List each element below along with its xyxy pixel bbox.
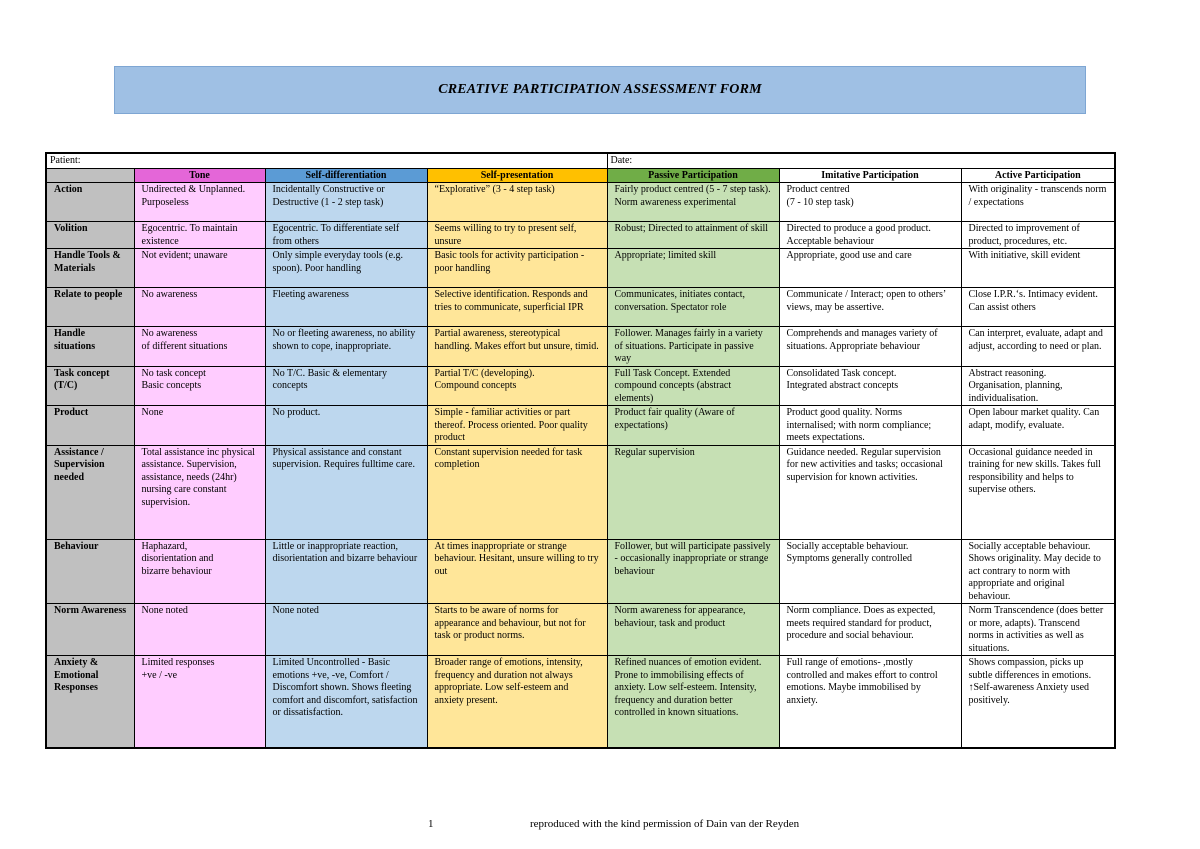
row-label: Handle Tools & Materials — [46, 249, 134, 288]
permission-note: reproduced with the kind permission of Dain van der Reyden — [530, 818, 800, 830]
table-cell: Fleeting awareness — [265, 288, 427, 327]
page-number: 1 — [428, 818, 434, 830]
table-cell: Guidance needed. Regular supervision for new activities and tasks; occasional supervision for known activities. — [779, 445, 961, 539]
table-cell: With initiative, skill evident — [961, 249, 1115, 288]
table-cell: Seems willing to try to present self, unsure — [427, 222, 607, 249]
row-label: Product — [46, 406, 134, 446]
table-cell: Abstract reasoning. Organisation, planning, individualisation. — [961, 366, 1115, 406]
table-cell: Norm Transcendence (does better or more, adapts). Transcend norms in activities as well as situations. — [961, 604, 1115, 656]
table-cell: At times inappropriate or strange behaviour. Hesitant, unsure willing to try out — [427, 539, 607, 604]
patient-date-row — [46, 153, 1115, 168]
table-cell: Total assistance inc physical assistance. Supervision, assistance, needs (24hr) nursing care constant supervision. — [134, 445, 265, 539]
table-cell: Constant supervision needed for task completion — [427, 445, 607, 539]
row-label: Handle situations — [46, 327, 134, 367]
table-row — [46, 656, 1115, 748]
table-row — [46, 327, 1115, 367]
table-cell: Appropriate, good use and care — [779, 249, 961, 288]
table-cell: With originality - transcends norm / expectations — [961, 183, 1115, 222]
header-corner — [46, 168, 134, 183]
table-cell: Communicates, initiates contact, conversation. Spectator role — [607, 288, 779, 327]
table-cell: Product fair quality (Aware of expectations) — [607, 406, 779, 446]
table-cell: Shows compassion, picks up subtle differences in emotions. ↑Self-awareness Anxiety used positively. — [961, 656, 1115, 748]
level-header-row — [46, 168, 1115, 183]
table-cell: Full range of emotions- ,mostly controlled and makes effort to control emotions. Maybe immobilised by anxiety. — [779, 656, 961, 748]
table-cell: Product good quality. Norms internalised; with norm compliance; meets expectations. — [779, 406, 961, 446]
table-row — [46, 222, 1115, 249]
table-cell: Limited Uncontrolled - Basic emotions +ve, -ve, Comfort / Discomfort shown. Shows fleeting comfort and discomfort, satisfaction or dissatisfaction. — [265, 656, 427, 748]
level-header-self-differentiation: Self-differentiation — [265, 168, 427, 183]
table-cell: Partial awareness, stereotypical handling. Makes effort but unsure, timid. — [427, 327, 607, 367]
table-cell: Partial T/C (developing). Compound concepts — [427, 366, 607, 406]
table-cell: Broader range of emotions, intensity, frequency and duration not always appropriate. Low self-esteem and anxiety present. — [427, 656, 607, 748]
table-cell: Norm compliance. Does as expected, meets required standard for product, procedure and social behaviour. — [779, 604, 961, 656]
level-header-self-presentation: Self-presentation — [427, 168, 607, 183]
level-header-passive-participation: Passive Participation — [607, 168, 779, 183]
table-cell: Robust; Directed to attainment of skill — [607, 222, 779, 249]
row-label: Action — [46, 183, 134, 222]
table-cell: Follower. Manages fairly in a variety of situations. Participate in passive way — [607, 327, 779, 367]
table-cell: Egocentric. To maintain existence — [134, 222, 265, 249]
table-cell: Follower, but will participate passively - occasionally inappropriate or strange behaviour — [607, 539, 779, 604]
table-cell: Haphazard, disorientation and bizarre behaviour — [134, 539, 265, 604]
form-title: CREATIVE PARTICIPATION ASSESSMENT FORM — [438, 82, 762, 97]
table-cell: Refined nuances of emotion evident. Prone to immobilising effects of anxiety. Low self-esteem. Intensity, frequency and duration better controlled in known situations. — [607, 656, 779, 748]
table-cell: Full Task Concept. Extended compound concepts (abstract elements) — [607, 366, 779, 406]
table-cell: Appropriate; limited skill — [607, 249, 779, 288]
date-field[interactable] — [607, 153, 1115, 168]
table-cell: “Explorative” (3 - 4 step task) — [427, 183, 607, 222]
row-label: Behaviour — [46, 539, 134, 604]
table-cell: Egocentric. To differentiate self from others — [265, 222, 427, 249]
table-cell: Can interpret, evaluate, adapt and adjust, according to need or plan. — [961, 327, 1115, 367]
table-cell: No T/C. Basic & elementary concepts — [265, 366, 427, 406]
date-label: Date: — [610, 155, 633, 166]
table-cell: Consolidated Task concept. Integrated abstract concepts — [779, 366, 961, 406]
assessment-rows — [46, 183, 1115, 748]
table-cell: Directed to improvement of product, procedures, etc. — [961, 222, 1115, 249]
table-cell: Fairly product centred (5 - 7 step task). Norm awareness experimental — [607, 183, 779, 222]
table-cell: Communicate / Interact; open to others’ views, may be assertive. — [779, 288, 961, 327]
level-header-tone: Tone — [134, 168, 265, 183]
table-cell: Simple - familiar activities or part thereof. Process oriented. Poor quality product — [427, 406, 607, 446]
table-cell: None noted — [265, 604, 427, 656]
table-row — [46, 539, 1115, 604]
form-title-banner — [114, 66, 1086, 114]
table-cell: Selective identification. Responds and tries to communicate, superficial IPR — [427, 288, 607, 327]
table-cell: None noted — [134, 604, 265, 656]
assessment-table — [45, 152, 1116, 749]
table-row — [46, 406, 1115, 446]
table-cell: Undirected & Unplanned. Purposeless — [134, 183, 265, 222]
row-label: Anxiety & Emotional Responses — [46, 656, 134, 748]
table-cell: Close I.P.R.‘s. Intimacy evident. Can assist others — [961, 288, 1115, 327]
table-cell: Only simple everyday tools (e.g. spoon). Poor handling — [265, 249, 427, 288]
table-cell: No awareness of different situations — [134, 327, 265, 367]
table-cell: Occasional guidance needed in training for new skills. Takes full responsibility and helps to supervise others. — [961, 445, 1115, 539]
table-cell: Product centred (7 - 10 step task) — [779, 183, 961, 222]
table-cell: Basic tools for activity participation - poor handling — [427, 249, 607, 288]
table-cell: Norm awareness for appearance, behaviour, task and product — [607, 604, 779, 656]
table-cell: Limited responses +ve / -ve — [134, 656, 265, 748]
table-cell: Directed to produce a good product. Acceptable behaviour — [779, 222, 961, 249]
table-cell: No task concept Basic concepts — [134, 366, 265, 406]
row-label: Volition — [46, 222, 134, 249]
table-cell: No or fleeting awareness, no ability shown to cope, inappropriate. — [265, 327, 427, 367]
table-row — [46, 445, 1115, 539]
table-row — [46, 366, 1115, 406]
row-label: Relate to people — [46, 288, 134, 327]
table-cell: Regular supervision — [607, 445, 779, 539]
patient-label: Patient: — [50, 155, 81, 166]
table-cell: Incidentally Constructive or Destructive (1 - 2 step task) — [265, 183, 427, 222]
table-row — [46, 249, 1115, 288]
table-cell: Open labour market quality. Can adapt, modify, evaluate. — [961, 406, 1115, 446]
row-label: Task concept (T/C) — [46, 366, 134, 406]
table-cell: Comprehends and manages variety of situations. Appropriate behaviour — [779, 327, 961, 367]
table-row — [46, 183, 1115, 222]
table-row — [46, 288, 1115, 327]
table-cell: Little or inappropriate reaction, disorientation and bizarre behaviour — [265, 539, 427, 604]
table-cell: Not evident; unaware — [134, 249, 265, 288]
row-label: Assistance / Supervision needed — [46, 445, 134, 539]
table-cell: Physical assistance and constant supervision. Requires fulltime care. — [265, 445, 427, 539]
table-row — [46, 604, 1115, 656]
patient-field[interactable] — [46, 153, 607, 168]
table-cell: No awareness — [134, 288, 265, 327]
table-cell: Socially acceptable behaviour. Shows originality. May decide to act contrary to norm with appropriate and original behaviour. — [961, 539, 1115, 604]
table-cell: No product. — [265, 406, 427, 446]
table-cell: Starts to be aware of norms for appearance and behaviour, but not for task or product norms. — [427, 604, 607, 656]
level-header-imitative-participation: Imitative Participation — [779, 168, 961, 183]
table-cell: None — [134, 406, 265, 446]
row-label: Norm Awareness — [46, 604, 134, 656]
level-header-active-participation: Active Participation — [961, 168, 1115, 183]
table-cell: Socially acceptable behaviour. Symptoms generally controlled — [779, 539, 961, 604]
